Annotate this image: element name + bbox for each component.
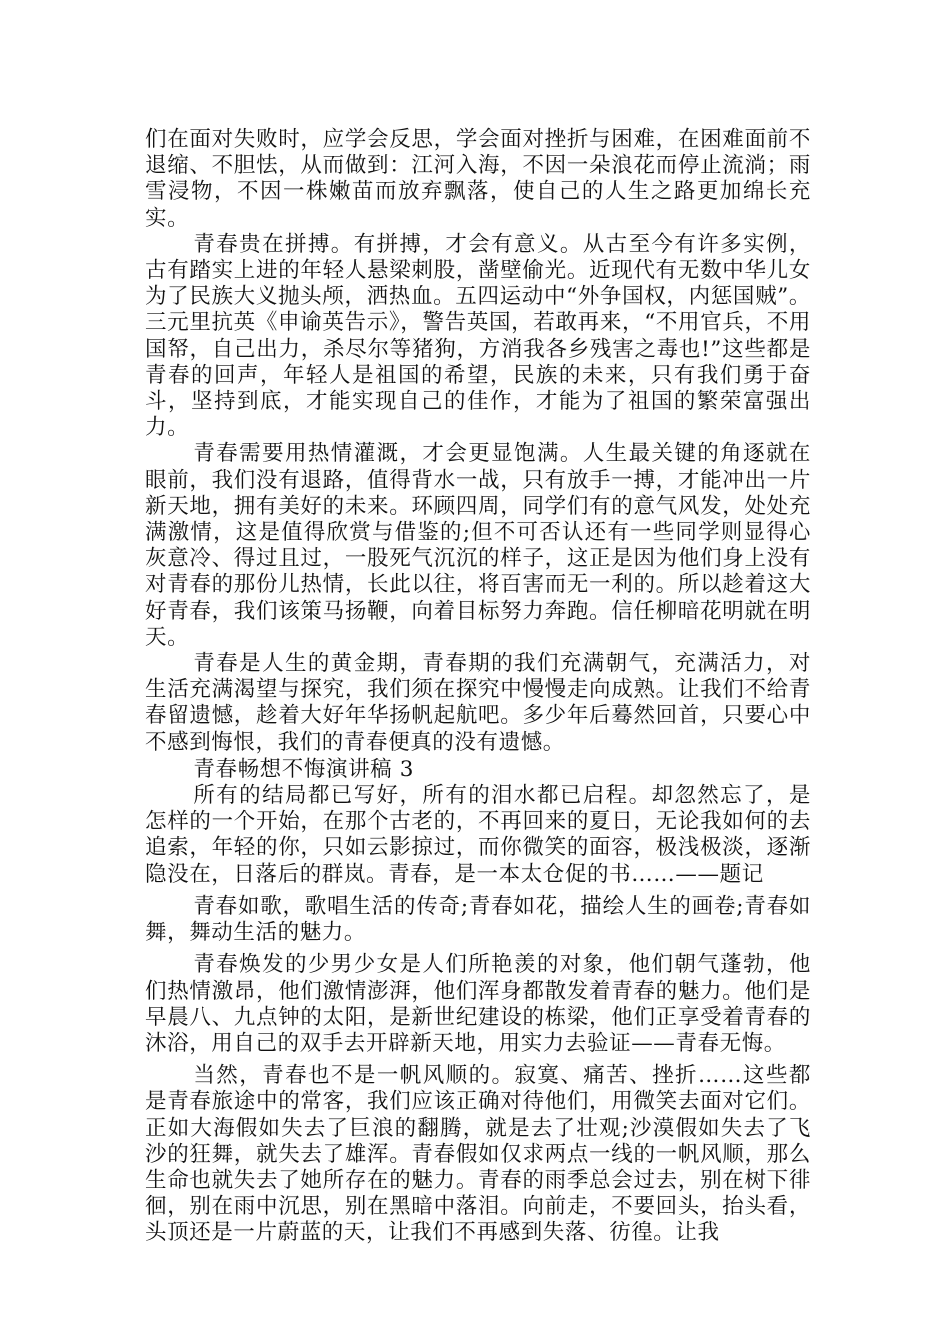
section-heading: 青春畅想不悔演讲稿 3 <box>193 756 414 782</box>
document-body <box>145 127 811 1247</box>
paragraph-ruge: 青春如歌，歌唱生活的传奇;青春如花，描绘人生的画卷;青春如舞，舞动生活的魅力。 <box>145 893 811 946</box>
paragraph-reqing: 青春需要用热情灌溉，才会更显饱满。人生最关键的角逐就在眼前，我们没有退路，值得背水一战，只有放手一搏，才能冲出一片新天地，拥有美好的未来。环顾四周，同学们有的意气风发，处处充满激情，这是值得欣赏与借鉴的;但不可否认还有一些同学则显得心灰意冷、得过且过，一股死气沉沉的样子，这正是因为他们身上没有对青春的那份儿热情，长此以往，将百害而无一利的。所以趁着这大好青春，我们该策马扬鞭，向着目标努力奔跑。信任柳暗花明就在明天。 <box>145 441 811 650</box>
paragraph-tiji: 所有的结局都已写好，所有的泪水都已启程。却忽然忘了，是怎样的一个开始，在那个古老的，不再回来的夏日，无论我如何的去追索，年轻的你，只如云影掠过，而你微笑的面容，极浅极淡，逐渐隐没在，日落后的群岚。青春，是一本太仓促的书……——题记 <box>145 783 811 887</box>
paragraph-huangjinqi: 青春是人生的黄金期，青春期的我们充满朝气，充满活力，对生活充满渴望与探究，我们须在探究中慢慢走向成熟。让我们不给青春留遗憾，趁着大好年华扬帆起航吧。多少年后蓦然回首，只要心中不感到悔恨，我们的青春便真的没有遗憾。 <box>145 651 811 755</box>
paragraph-continued: 们在面对失败时，应学会反思，学会面对挫折与困难，在困难面前不退缩、不胆怯，从而做到：江河入海，不因一朵浪花而停止流淌；雨雪浸物，不因一株嫩苗而放弃飘落，使自己的人生之路更加绵长充实。 <box>145 127 811 231</box>
paragraph-pinbo: 青春贵在拼搏。有拼搏，才会有意义。从古至今有许多实例，古有踏实上进的年轻人悬梁刺股，凿壁偷光。近现代有无数中华儿女为了民族大义抛头颅，洒热血。五四运动中“外争国权，内惩国贼”。三元里抗英《申谕英告示》，警告英国，若敢再来，“不用官兵，不用国帑，自己出力，杀尽尔等猪狗，方消我各乡残害之毒也!”这些都是青春的回声，年轻人是祖国的希望，民族的未来，只有我们勇于奋斗，坚持到底，才能实现自己的佳作，才能为了祖国的繁荣富强出力。 <box>145 231 811 441</box>
paragraph-shaonan: 青春焕发的少男少女是人们所艳羡的对象，他们朝气蓬勃，他们热情激昂，他们激情澎湃，他们浑身都散发着青春的魅力。他们是早晨八、九点钟的太阳，是新世纪建设的栋梁，他们正享受着青春的沐浴，用自己的双手去开辟新天地，用实力去验证——青春无悔。 <box>145 952 811 1056</box>
paragraph-fanshun: 当然，青春也不是一帆风顺的。寂寞、痛苦、挫折……这些都是青春旅途中的常客，我们应该正确对待他们，用微笑去面对它们。正如大海假如失去了巨浪的翻腾，就是去了壮观;沙漠假如失去了飞沙的狂舞，就失去了雄浑。青春假如仅求两点一线的一帆风顺，那么生命也就失去了她所存在的魅力。青春的雨季总会过去，别在树下徘徊，别在雨中沉思，别在黑暗中落泪。向前走，不要回头，抬头看，头顶还是一片蔚蓝的天，让我们不再感到失落、彷徨。让我 <box>145 1063 811 1246</box>
